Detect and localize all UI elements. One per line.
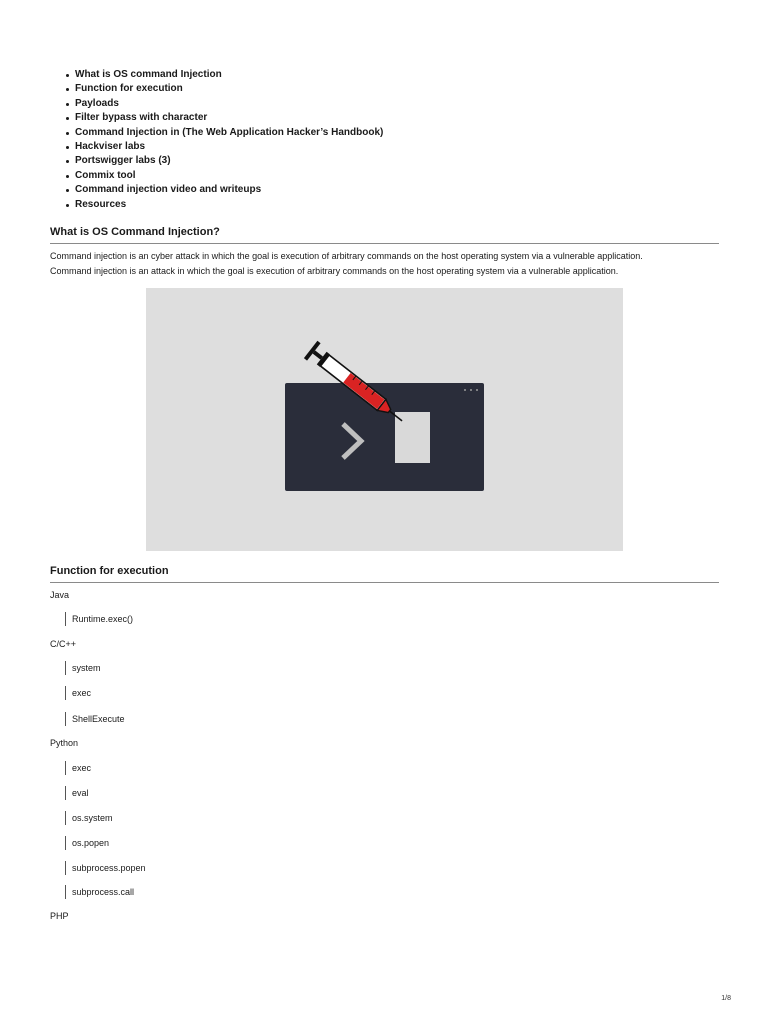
function-item: os.popen [65, 836, 109, 850]
toc-item-resources[interactable]: Resources [75, 198, 383, 212]
paragraph-line: Command injection is an cyber attack in which the goal is execution of arbitrary commands on the host operating system via a vulnerable application. [50, 251, 643, 261]
toc-item-filter-bypass[interactable]: Filter bypass with character [75, 111, 383, 125]
toc-item-hackviser-labs[interactable]: Hackviser labs [75, 140, 383, 154]
toc-item-hackers-handbook[interactable]: Command Injection in (The Web Application Hacker’s Handbook) [75, 126, 383, 140]
function-item: ShellExecute [65, 712, 125, 726]
function-item: system [65, 661, 101, 675]
command-injection-illustration [146, 288, 623, 551]
toc-item-video-writeups[interactable]: Command injection video and writeups [75, 183, 383, 197]
language-python: Python [50, 738, 79, 748]
toc-item-os-command-injection[interactable]: What is OS command Injection [75, 68, 383, 82]
toc-item-portswigger-labs[interactable]: Portswigger labs (3) [75, 154, 383, 168]
section-heading-what-is: What is OS Command Injection? [50, 226, 719, 244]
function-item: eval [65, 786, 89, 800]
table-of-contents [75, 68, 383, 212]
section-heading-function-for-execution: Function for execution [50, 565, 719, 583]
terminal-with-syringe-icon [146, 288, 623, 551]
toc-item-payloads[interactable]: Payloads [75, 97, 383, 111]
paragraph-line: Command injection is an attack in which the goal is execution of arbitrary commands on the host operating system via a vulnerable application. [50, 265, 619, 276]
page-number: 1/8 [721, 995, 731, 1002]
function-item: os.system [65, 811, 113, 825]
language-java: Java [50, 590, 70, 600]
toc-item-commix-tool[interactable]: Commix tool [75, 169, 383, 183]
function-item: subprocess.call [65, 885, 134, 899]
intro-paragraph [50, 249, 643, 278]
function-item: Runtime.exec() [65, 612, 133, 626]
function-item: subprocess.popen [65, 861, 146, 875]
language-php: PHP [50, 911, 69, 921]
function-item: exec [65, 686, 91, 700]
language-c-cpp: C/C++ [50, 639, 77, 649]
toc-item-function-for-execution[interactable]: Function for execution [75, 82, 383, 96]
function-item: exec [65, 761, 91, 775]
